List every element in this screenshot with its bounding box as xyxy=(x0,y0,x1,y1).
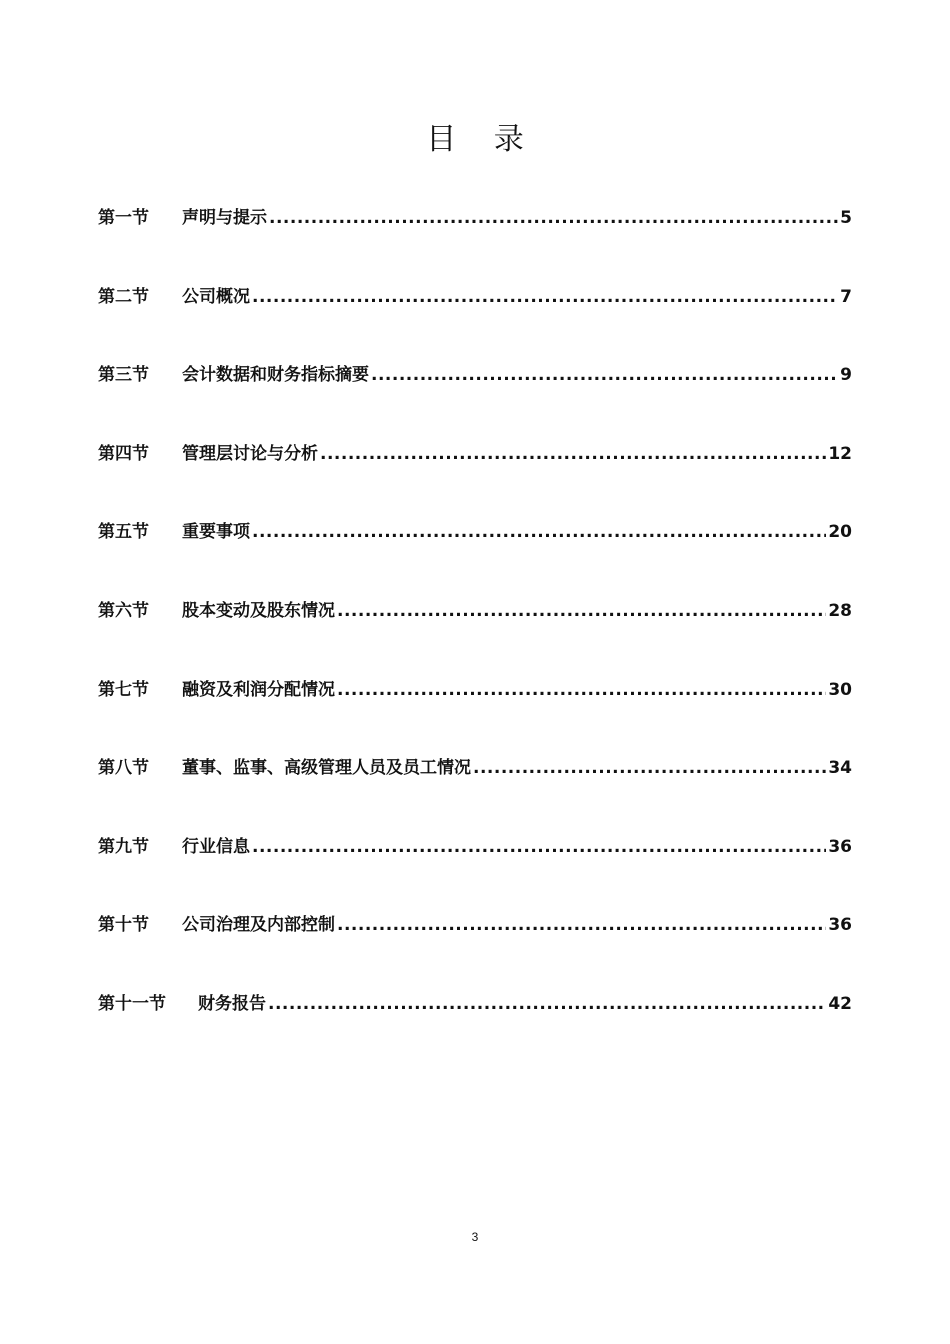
toc-dot-leader xyxy=(252,514,826,550)
toc-section-title: 会计数据和财务指标摘要 xyxy=(182,365,369,386)
toc-entry[interactable] xyxy=(98,200,852,279)
toc-page-number: 9 xyxy=(840,365,852,386)
toc-section-title: 董事、监事、高级管理人员及员工情况 xyxy=(182,758,471,779)
toc-section-number: 第一节 xyxy=(98,208,149,228)
toc-dot-leader xyxy=(320,436,826,472)
toc-section-number: 第七节 xyxy=(98,679,149,700)
toc-page-number: 42 xyxy=(828,993,852,1014)
toc-dot-leader xyxy=(269,200,838,236)
toc-section-number: 第五节 xyxy=(98,522,149,543)
toc-section-title: 声明与提示 xyxy=(182,208,267,228)
toc-page-number: 20 xyxy=(828,522,852,543)
toc-dot-leader xyxy=(337,672,826,708)
toc-section-title: 公司概况 xyxy=(182,286,250,307)
toc-section-number: 第四节 xyxy=(98,443,149,464)
toc-entry[interactable] xyxy=(98,986,852,1065)
toc-section-number: 第八节 xyxy=(98,758,149,779)
toc-section-title: 公司治理及内部控制 xyxy=(182,915,335,936)
toc-dot-leader xyxy=(268,986,826,1022)
toc-section-title: 股本变动及股东情况 xyxy=(182,600,335,621)
toc-section-number: 第二节 xyxy=(98,286,149,307)
toc-page-number: 36 xyxy=(828,836,852,857)
toc-dot-leader xyxy=(337,593,826,629)
toc-dot-leader xyxy=(252,279,838,315)
toc-section-title: 重要事项 xyxy=(182,522,250,543)
toc-page-number: 30 xyxy=(828,679,852,700)
toc-dot-leader xyxy=(473,750,826,786)
toc-entry[interactable] xyxy=(98,593,852,672)
page-title: 目 录 xyxy=(426,122,538,157)
toc-section-number: 第九节 xyxy=(98,836,149,857)
toc-page-number: 36 xyxy=(828,915,852,936)
toc-entry[interactable] xyxy=(98,829,852,908)
toc-page-number: 34 xyxy=(828,758,852,779)
toc-page-number: 5 xyxy=(840,208,852,228)
toc-section-title: 行业信息 xyxy=(182,836,250,857)
toc-dot-leader xyxy=(371,357,838,393)
toc-entry[interactable] xyxy=(98,279,852,358)
toc-section-title: 融资及利润分配情况 xyxy=(182,679,335,700)
toc-entry[interactable] xyxy=(98,436,852,515)
toc-page-number: 12 xyxy=(828,443,852,464)
toc-section-title: 财务报告 xyxy=(198,993,266,1014)
table-of-contents xyxy=(98,200,852,1065)
toc-section-number: 第十节 xyxy=(98,915,149,936)
toc-entry[interactable] xyxy=(98,672,852,751)
toc-entry[interactable] xyxy=(98,907,852,986)
toc-section-number: 第六节 xyxy=(98,600,149,621)
toc-section-number: 第三节 xyxy=(98,365,149,386)
toc-entry[interactable] xyxy=(98,750,852,829)
toc-section-title: 管理层讨论与分析 xyxy=(182,443,318,464)
toc-dot-leader xyxy=(252,829,826,865)
toc-page-number: 28 xyxy=(828,600,852,621)
toc-entry[interactable] xyxy=(98,357,852,436)
toc-page-number: 7 xyxy=(840,286,852,307)
page-number-footer: 3 xyxy=(471,1230,479,1244)
toc-section-number: 第十一节 xyxy=(98,993,166,1014)
toc-entry[interactable] xyxy=(98,514,852,593)
toc-dot-leader xyxy=(337,907,826,943)
